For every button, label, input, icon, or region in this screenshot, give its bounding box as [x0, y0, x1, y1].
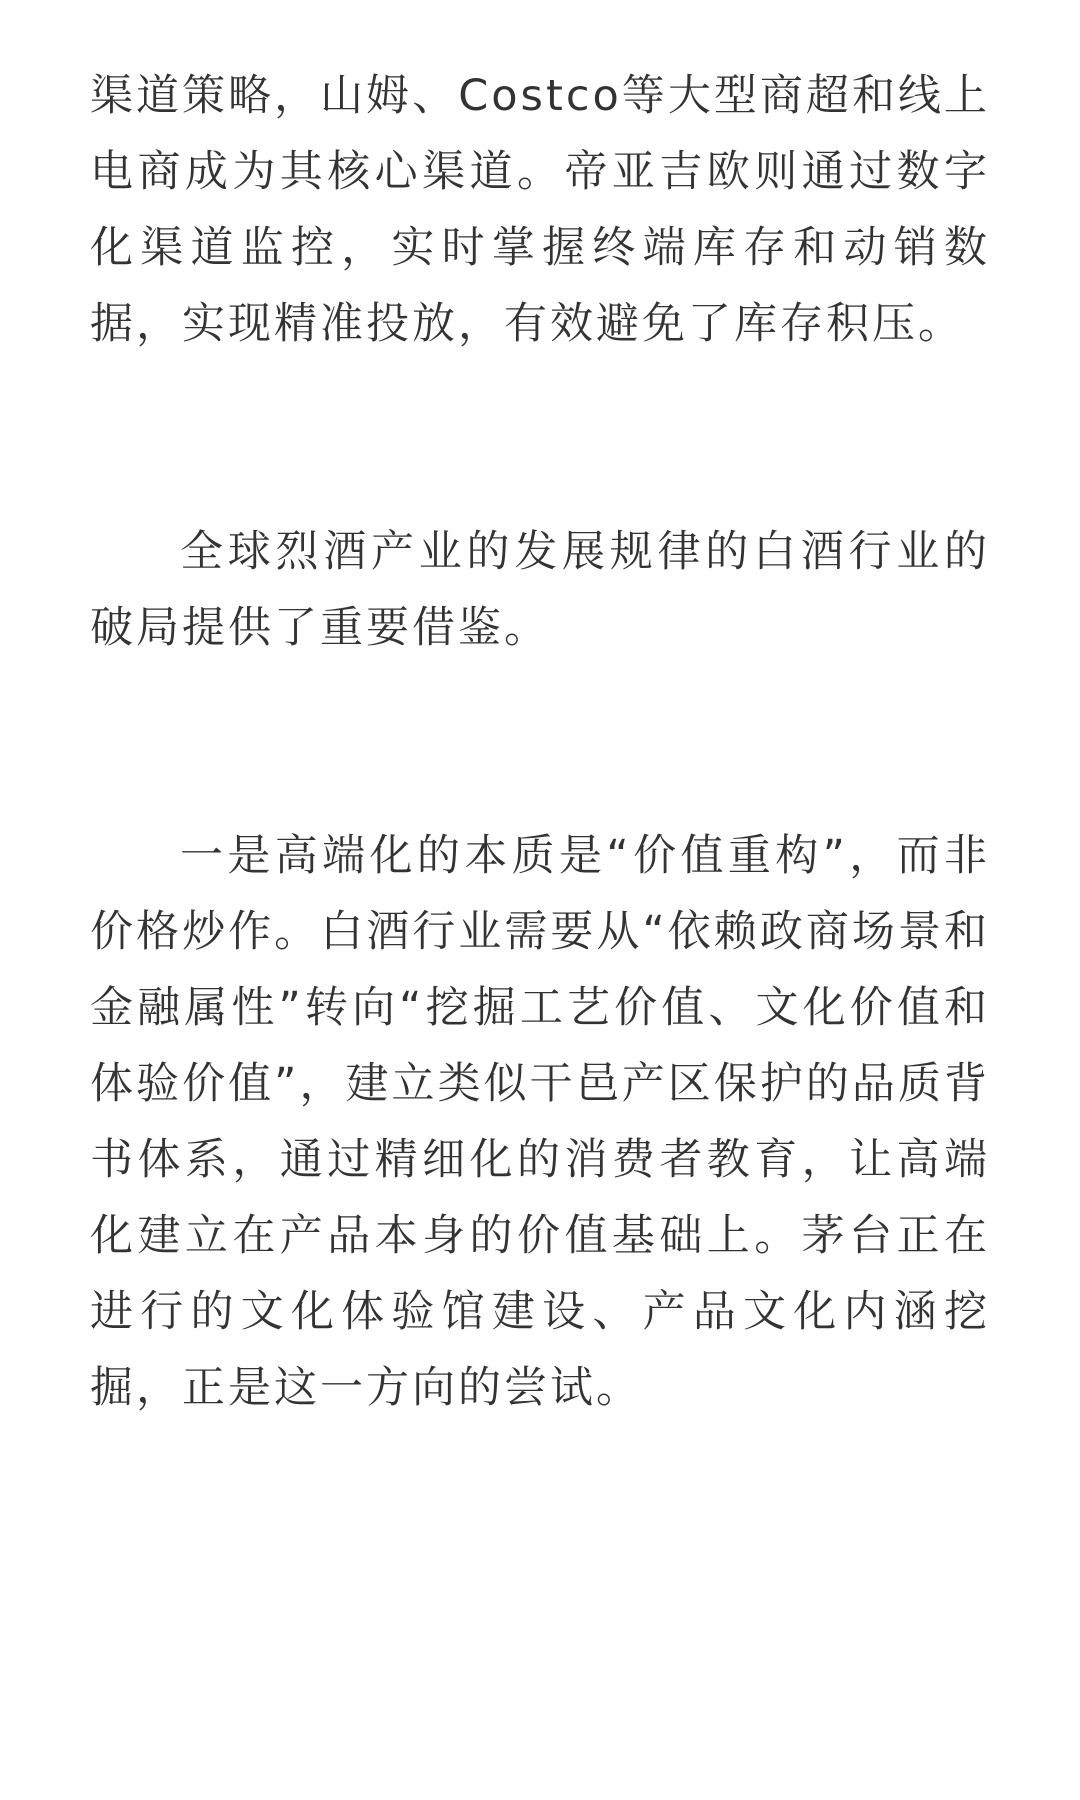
paragraph-premiumization-value: 一是高端化的本质是“价值重构”，而非价格炒作。白酒行业需要从“依赖政商场景和金融属性”转向“挖掘工艺价值、文化价值和体验价值”，建立类似干邑产区保护的品质背书体系，通过精细化的消费者教育，让高端化建立在产品本身的价值基础上。茅台正在进行的文化体验馆建设、产品文化内涵挖掘，正是这一方向的尝试。 [90, 831, 990, 1413]
paragraph-global-spirits-lesson: 全球烈酒产业的发展规律的白酒行业的破局提供了重要借鉴。 [90, 527, 990, 653]
article-body [90, 58, 990, 1426]
paragraph-channel-strategy: 渠道策略，山姆、Costco等大型商超和线上电商成为其核心渠道。帝亚吉欧则通过数字化渠道监控，实时掌握终端库存和动销数据，实现精准投放，有效避免了库存积压。 [90, 71, 990, 349]
